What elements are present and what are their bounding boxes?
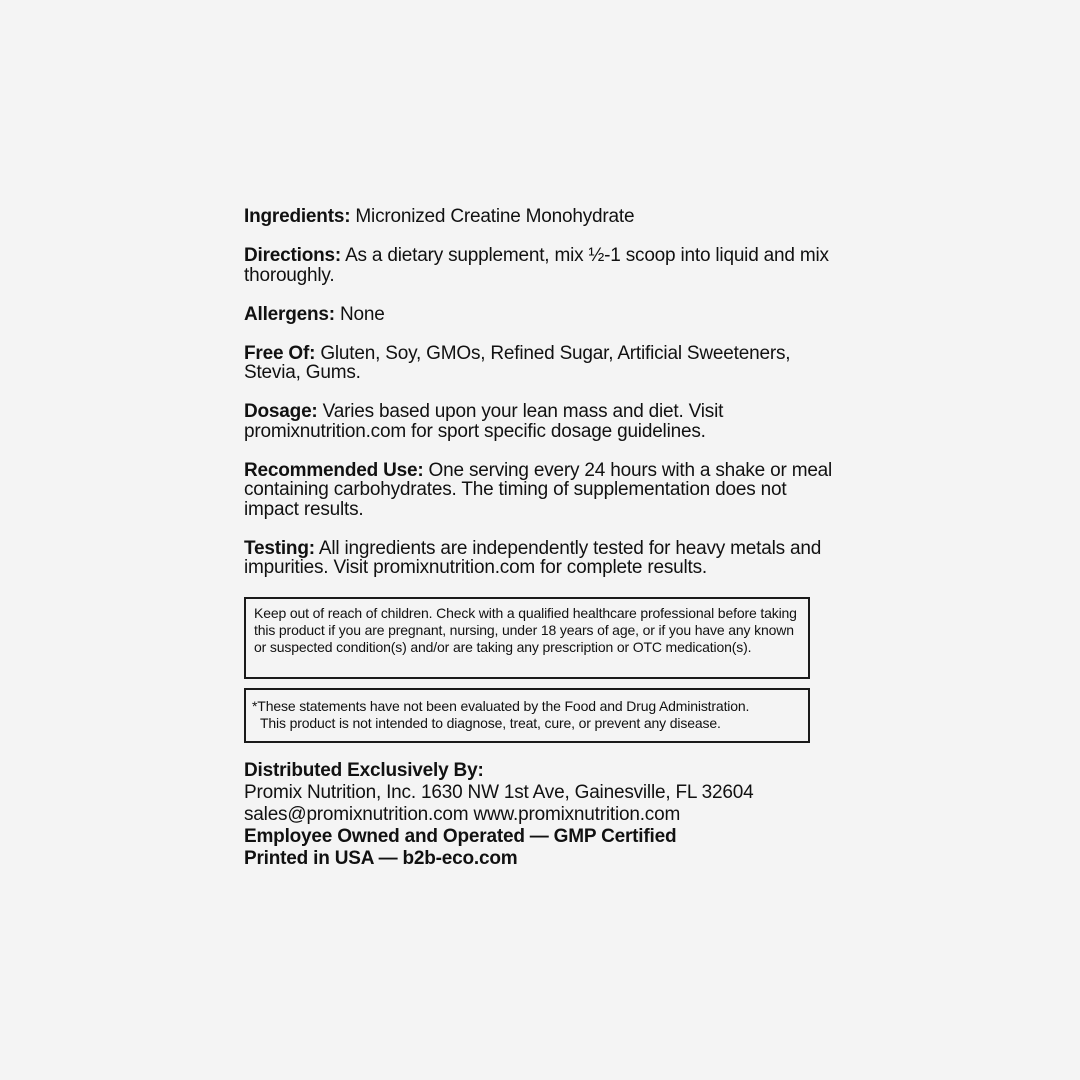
warning-text: Keep out of reach of children. Check with a qualified healthcare professional before taking this product if you are pregnant, nursing, under 18 years of age, or if you have any known or suspected condition(s) and/or are taking any prescription or OTC medication(s). — [254, 605, 797, 655]
testing-label: Testing: — [244, 537, 315, 559]
certification-line: Employee Owned and Operated — GMP Certified — [244, 826, 677, 847]
fda-disclaimer-line-2: This product is not intended to diagnose, treat, cure, or prevent any disease. — [260, 715, 721, 731]
free-of-text: Gluten, Soy, GMOs, Refined Sugar, Artificial Sweeteners, Stevia, Gums. — [244, 342, 791, 383]
dosage-text: Varies based upon your lean mass and diet. Visit promixnutrition.com for sport specific dosage guidelines. — [244, 401, 724, 442]
distributor-block — [244, 760, 844, 870]
directions-label: Directions: — [244, 245, 342, 266]
recommended-use-section — [244, 461, 844, 520]
directions-section — [244, 246, 844, 285]
ingredients-section — [244, 207, 844, 227]
dosage-label: Dosage: — [244, 401, 318, 422]
recommended-use-label: Recommended Use: — [244, 459, 424, 481]
fda-disclaimer-line-1: *These statements have not been evaluated by the Food and Drug Administration. — [252, 698, 750, 714]
distributor-contact: sales@promixnutrition.com www.promixnutrition.com — [244, 804, 681, 825]
dosage-section — [244, 402, 844, 441]
distributor-heading: Distributed Exclusively By: — [244, 760, 484, 781]
directions-text: As a dietary supplement, mix ½-1 scoop into liquid and mix thoroughly. — [244, 245, 829, 286]
supplement-label-panel — [244, 207, 844, 870]
fda-disclaimer-box — [244, 688, 810, 743]
allergens-text: None — [334, 303, 385, 325]
testing-text: All ingredients are independently tested for heavy metals and impurities. Visit promixnutrition.com for complete results. — [244, 537, 822, 578]
ingredients-label: Ingredients: — [244, 206, 351, 227]
free-of-label: Free Of: — [244, 342, 316, 364]
recommended-use-text: One serving every 24 hours with a shake or meal containing carbohydrates. The timing of supplementation does not impact results. — [244, 459, 833, 520]
testing-section — [244, 539, 844, 578]
allergens-label: Allergens: — [244, 303, 335, 325]
allergens-section — [244, 305, 844, 325]
ingredients-text: Micronized Creatine Monohydrate — [350, 206, 635, 227]
distributor-address: Promix Nutrition, Inc. 1630 NW 1st Ave, Gainesville, FL 32604 — [244, 782, 754, 803]
child-safety-warning-box — [244, 597, 810, 679]
printed-line: Printed in USA — b2b-eco.com — [244, 848, 518, 869]
free-of-section — [244, 344, 844, 383]
